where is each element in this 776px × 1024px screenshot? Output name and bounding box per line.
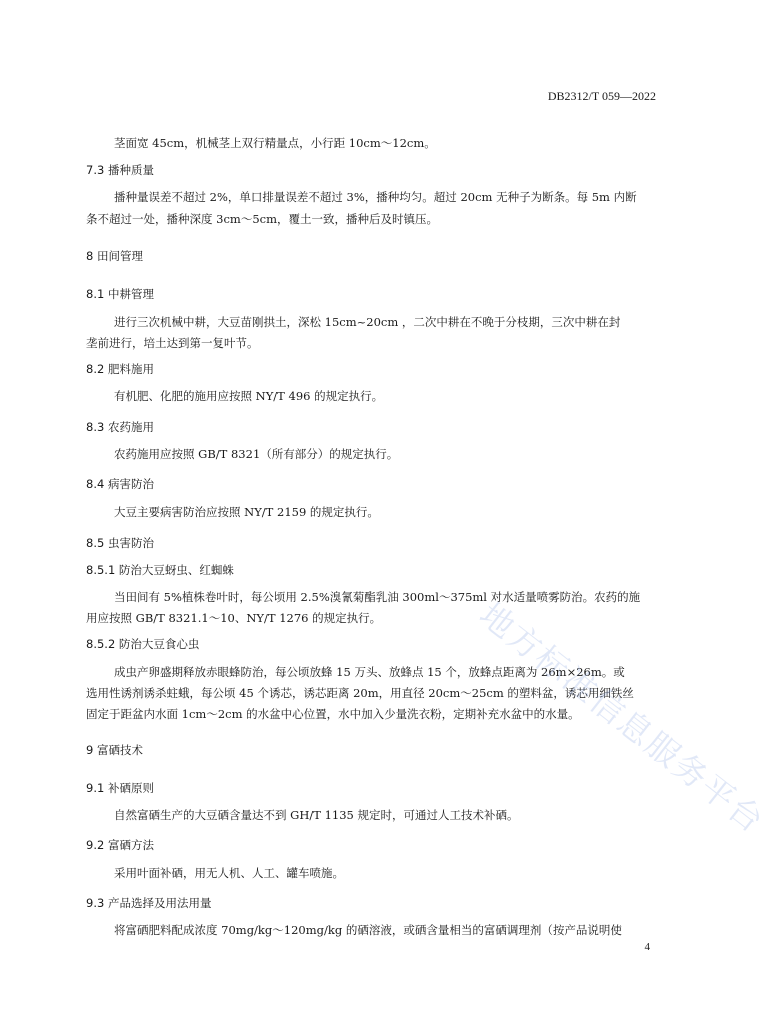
paragraph-line: 自然富硒生产的大豆硒含量达不到 GH/T 1135 规定时，可通过人工技术补硒。 xyxy=(114,808,519,822)
section-heading-9-3: 9.3 产品选择及用法用量 xyxy=(86,896,212,910)
section-heading-9-1: 9.1 补硒原则 xyxy=(86,781,154,795)
paragraph-line: 将富硒肥料配成浓度 70mg/kg～120mg/kg 的硒溶液，或硒含量相当的富硒调理剂（按产品说明使 xyxy=(114,923,622,937)
paragraph-line: 进行三次机械中耕，大豆苗刚拱土，深松 15cm~20cm ，二次中耕在不晚于分枝期，三次中耕在封 xyxy=(114,315,621,329)
section-heading-8: 8 田间管理 xyxy=(86,249,143,263)
paragraph-line: 用应按照 GB/T 8321.1～10、NY/T 1276 的规定执行。 xyxy=(86,611,382,625)
paragraph-line: 垄前进行，培土达到第一复叶节。 xyxy=(86,336,259,350)
paragraph-line: 当田间有 5%植株卷叶时，每公顷用 2.5%溴氰菊酯乳油 300ml～375ml 对水适量喷雾防治。农药的施 xyxy=(114,590,641,604)
section-heading-7-3: 7.3 播种质量 xyxy=(86,163,154,177)
paragraph-line: 农药施用应按照 GB/T 8321（所有部分）的规定执行。 xyxy=(114,447,399,461)
paragraph-line: 选用性诱剂诱杀蛀蛾，每公顷 45 个诱芯，诱芯距离 20m，用直径 20cm～25cm 的塑料盆，诱芯用细铁丝 xyxy=(86,686,634,700)
section-heading-9: 9 富硒技术 xyxy=(86,743,143,757)
paragraph-line: 有机肥、化肥的施用应按照 NY/T 496 的规定执行。 xyxy=(114,389,384,403)
section-heading-8-5-2: 8.5.2 防治大豆食心虫 xyxy=(86,637,200,651)
section-heading-8-1: 8.1 中耕管理 xyxy=(86,287,154,301)
page-number: 4 xyxy=(644,941,650,953)
document-id: DB2312/T 059—2022 xyxy=(547,89,656,103)
paragraph-line: 采用叶面补硒，用无人机、人工、罐车喷施。 xyxy=(114,866,344,880)
paragraph-line: 固定于距盆内水面 1cm～2cm 的水盆中心位置，水中加入少量洗衣粉，定期补充水盆中的水量。 xyxy=(86,707,580,721)
section-heading-9-2: 9.2 富硒方法 xyxy=(86,838,154,852)
section-heading-8-2: 8.2 肥料施用 xyxy=(86,362,154,376)
paragraph-line: 大豆主要病害防治应按照 NY/T 2159 的规定执行。 xyxy=(114,505,379,519)
paragraph-line: 茎面宽 45cm，机械茎上双行精量点，小行距 10cm～12cm。 xyxy=(114,136,436,150)
section-heading-8-4: 8.4 病害防治 xyxy=(86,477,154,491)
section-heading-8-5: 8.5 虫害防治 xyxy=(86,536,154,550)
watermark: 地方标准信息服务平台 xyxy=(472,594,773,841)
paragraph-line: 播种量误差不超过 2%，单口排量误差不超过 3%，播种均匀。超过 20cm 无种子为断条。每 5m 内断 xyxy=(114,190,637,204)
section-heading-8-3: 8.3 农药施用 xyxy=(86,420,154,434)
paragraph-line: 条不超过一处，播种深度 3cm～5cm，覆土一致，播种后及时镇压。 xyxy=(86,212,438,226)
paragraph-line: 成虫产卵盛期释放赤眼蜂防治，每公顷放蜂 15 万头、放蜂点 15 个，放蜂点距离为 26m×26m。或 xyxy=(114,665,625,679)
section-heading-8-5-1: 8.5.1 防治大豆蚜虫、红蜘蛛 xyxy=(86,563,234,577)
